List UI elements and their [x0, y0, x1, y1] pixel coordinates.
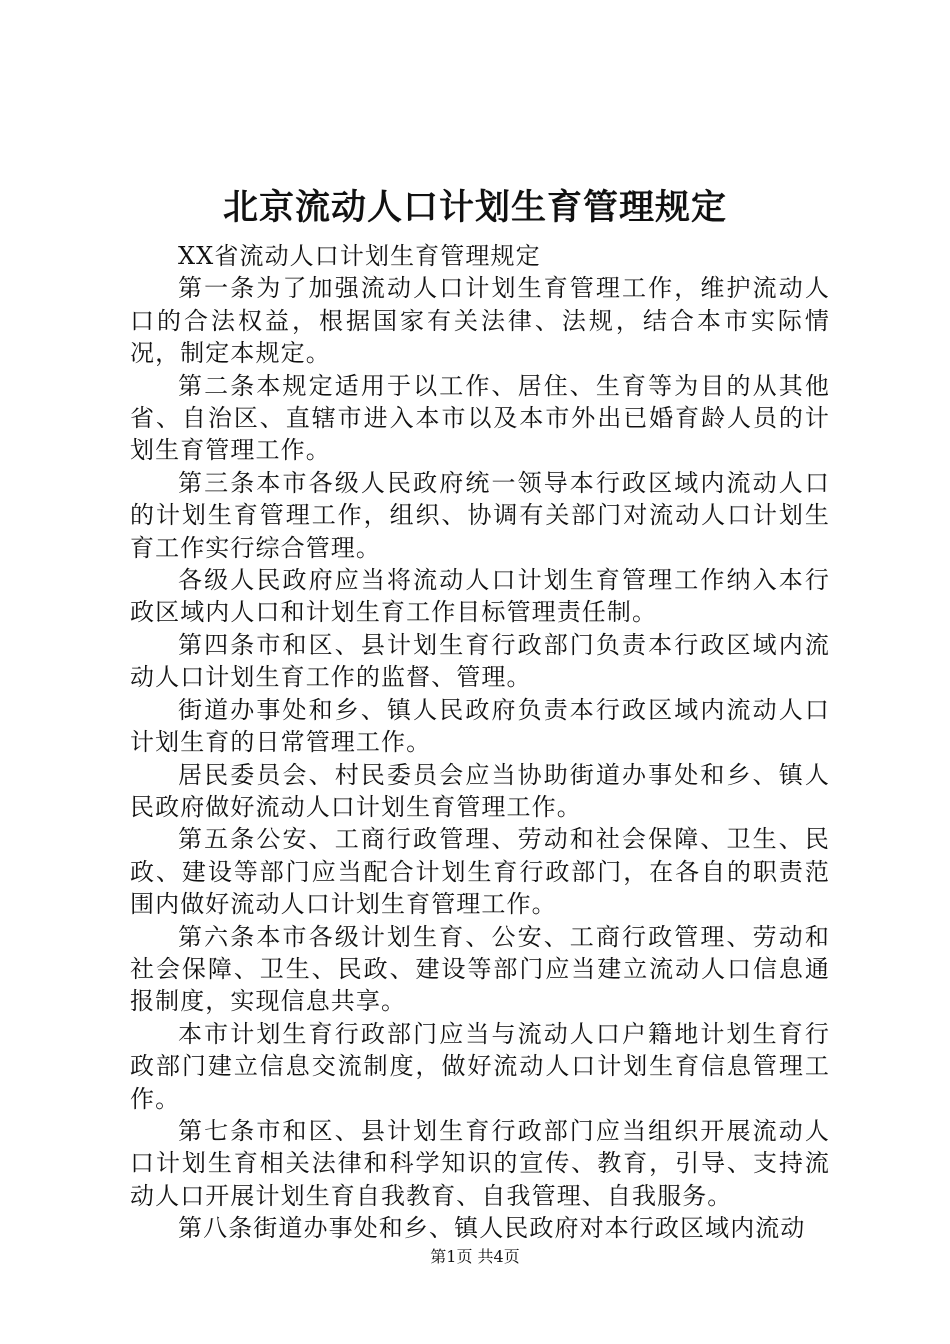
document-title: 北京流动人口计划生育管理规定 — [222, 188, 727, 228]
paragraph: 第五条公安、工商行政管理、劳动和社会保障、卫生、民政、建设等部门应当配合计划生育行政部门，在各自的职责范围内做好流动人口计划生育管理工作。 — [130, 825, 830, 919]
page-footer: 第1页 共4页 — [430, 1247, 520, 1266]
paragraph: 第一条为了加强流动人口计划生育管理工作，维护流动人口的合法权益，根据国家有关法律、法规，结合本市实际情况，制定本规定。 — [130, 274, 830, 368]
paragraph: 第三条本市各级人民政府统一领导本行政区域内流动人口的计划生育管理工作，组织、协调有关部门对流动人口计划生育工作实行综合管理。 — [130, 468, 830, 562]
paragraph: 各级人民政府应当将流动人口计划生育管理工作纳入本行政区域内人口和计划生育工作目标管理责任制。 — [130, 566, 830, 627]
paragraph: 第七条市和区、县计划生育行政部门应当组织开展流动人口计划生育相关法律和科学知识的宣传、教育，引导、支持流动人口开展计划生育自我教育、自我管理、自我服务。 — [130, 1116, 830, 1210]
paragraph: 第八条街道办事处和乡、镇人民政府对本行政区域内流动 — [178, 1214, 806, 1243]
paragraph: XX省流动人口计划生育管理规定 — [178, 242, 541, 270]
paragraph: 居民委员会、村民委员会应当协助街道办事处和乡、镇人民政府做好流动人口计划生育管理工作。 — [130, 760, 830, 821]
paragraph: 本市计划生育行政部门应当与流动人口户籍地计划生育行政部门建立信息交流制度，做好流动人口计划生育信息管理工作。 — [130, 1019, 830, 1113]
paragraph: 第四条市和区、县计划生育行政部门负责本行政区域内流动人口计划生育工作的监督、管理。 — [130, 630, 830, 692]
paragraph: 街道办事处和乡、镇人民政府负责本行政区域内流动人口计划生育的日常管理工作。 — [130, 695, 830, 757]
paragraph: 第二条本规定适用于以工作、居住、生育等为目的从其他省、自治区、直辖市进入本市以及本市外出已婚育龄人员的计划生育管理工作。 — [130, 371, 830, 465]
document-body — [130, 240, 830, 1245]
paragraph: 第六条本市各级计划生育、公安、工商行政管理、劳动和社会保障、卫生、民政、建设等部门应当建立流动人口信息通报制度，实现信息共享。 — [130, 922, 830, 1016]
